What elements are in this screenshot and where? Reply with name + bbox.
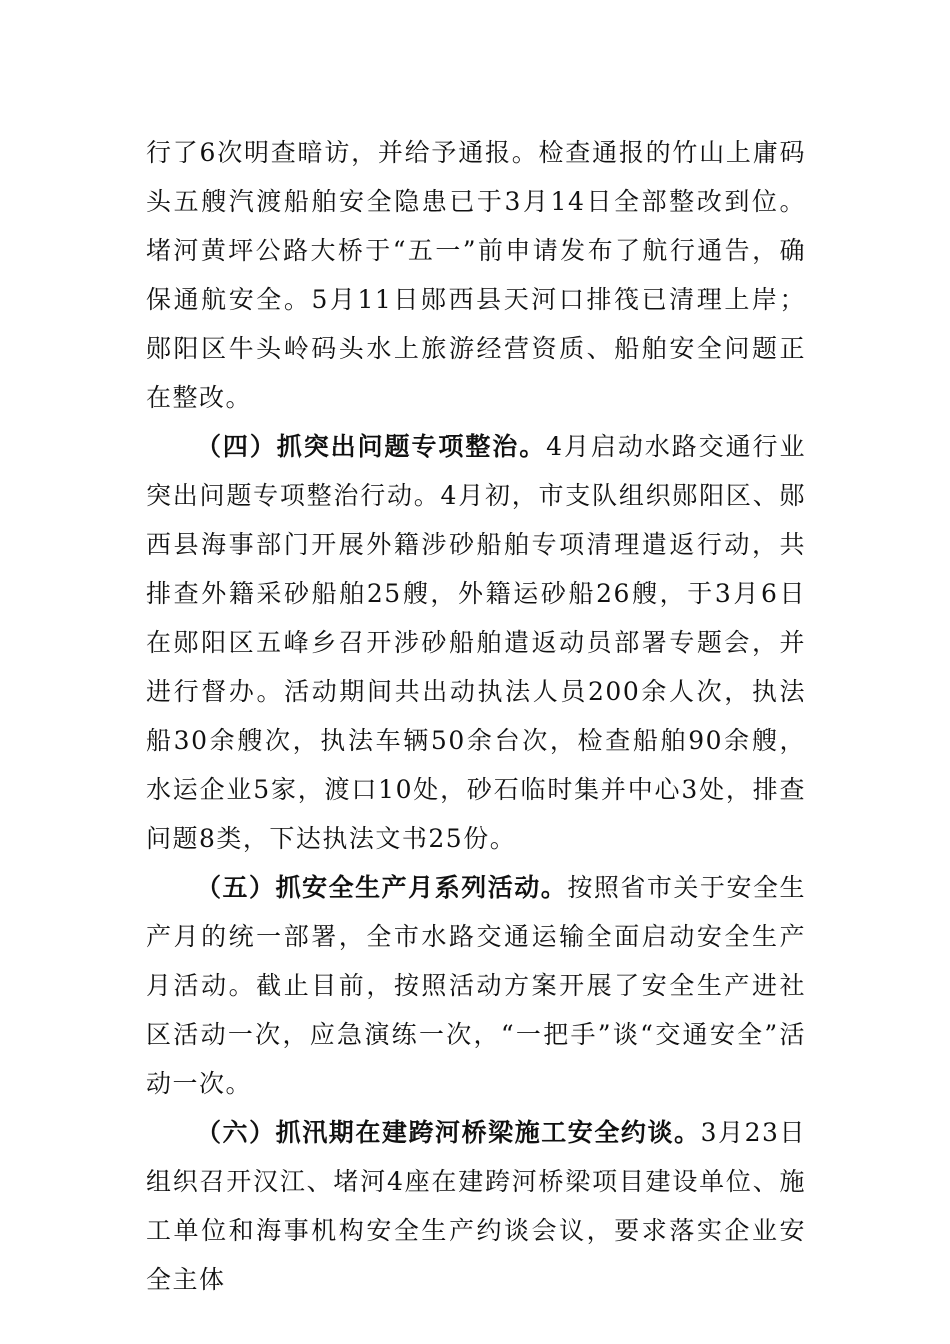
paragraph-text: 行了6次明查暗访，并给予通报。检查通报的竹山上庸码头五艘汽渡船舶安全隐患已于3月14日全部整改到位。堵河黄坪公路大桥于“五一”前申请发布了航行通告，确保通航安全。5月11日郧西县天河口排筏已清理上岸；郧阳区牛头岭码头水上旅游经营资质、船舶安全问题正在整改。 bbox=[146, 138, 806, 412]
section-heading: （五）抓安全生产月系列活动。 bbox=[196, 873, 568, 902]
paragraph-continuation bbox=[146, 128, 806, 422]
paragraph-text: 4月启动水路交通行业突出问题专项整治行动。4月初，市支队组织郧阳区、郧西县海事部门开展外籍涉砂船舶专项清理遣返行动，共排查外籍采砂船舶25艘，外籍运砂船26艘，于3月6日在郧阳区五峰乡召开涉砂船舶遣返动员部署专题会，并进行督办。活动期间共出动执法人员200余人次，执法船30余艘次，执法车辆50余台次，检查船舶90余艘，水运企业5家，渡口10处，砂石临时集并中心3处，排查问题8类，下达执法文书25份。 bbox=[146, 432, 806, 853]
document-body bbox=[146, 128, 806, 1304]
paragraph-section-6 bbox=[146, 1108, 806, 1304]
section-heading: （六）抓汛期在建跨河桥梁施工安全约谈。 bbox=[196, 1118, 701, 1147]
section-heading: （四）抓突出问题专项整治。 bbox=[196, 432, 547, 461]
paragraph-section-4 bbox=[146, 422, 806, 863]
paragraph-text: 3月23日组织召开汉江、堵河4座在建跨河桥梁项目建设单位、施工单位和海事机构安全生产约谈会议，要求落实企业安全主体 bbox=[146, 1118, 806, 1294]
paragraph-text: 按照省市关于安全生产月的统一部署，全市水路交通运输全面启动安全生产月活动。截止目前，按照活动方案开展了安全生产进社区活动一次，应急演练一次，“一把手”谈“交通安全”活动一次。 bbox=[146, 873, 806, 1098]
paragraph-section-5 bbox=[146, 863, 806, 1108]
